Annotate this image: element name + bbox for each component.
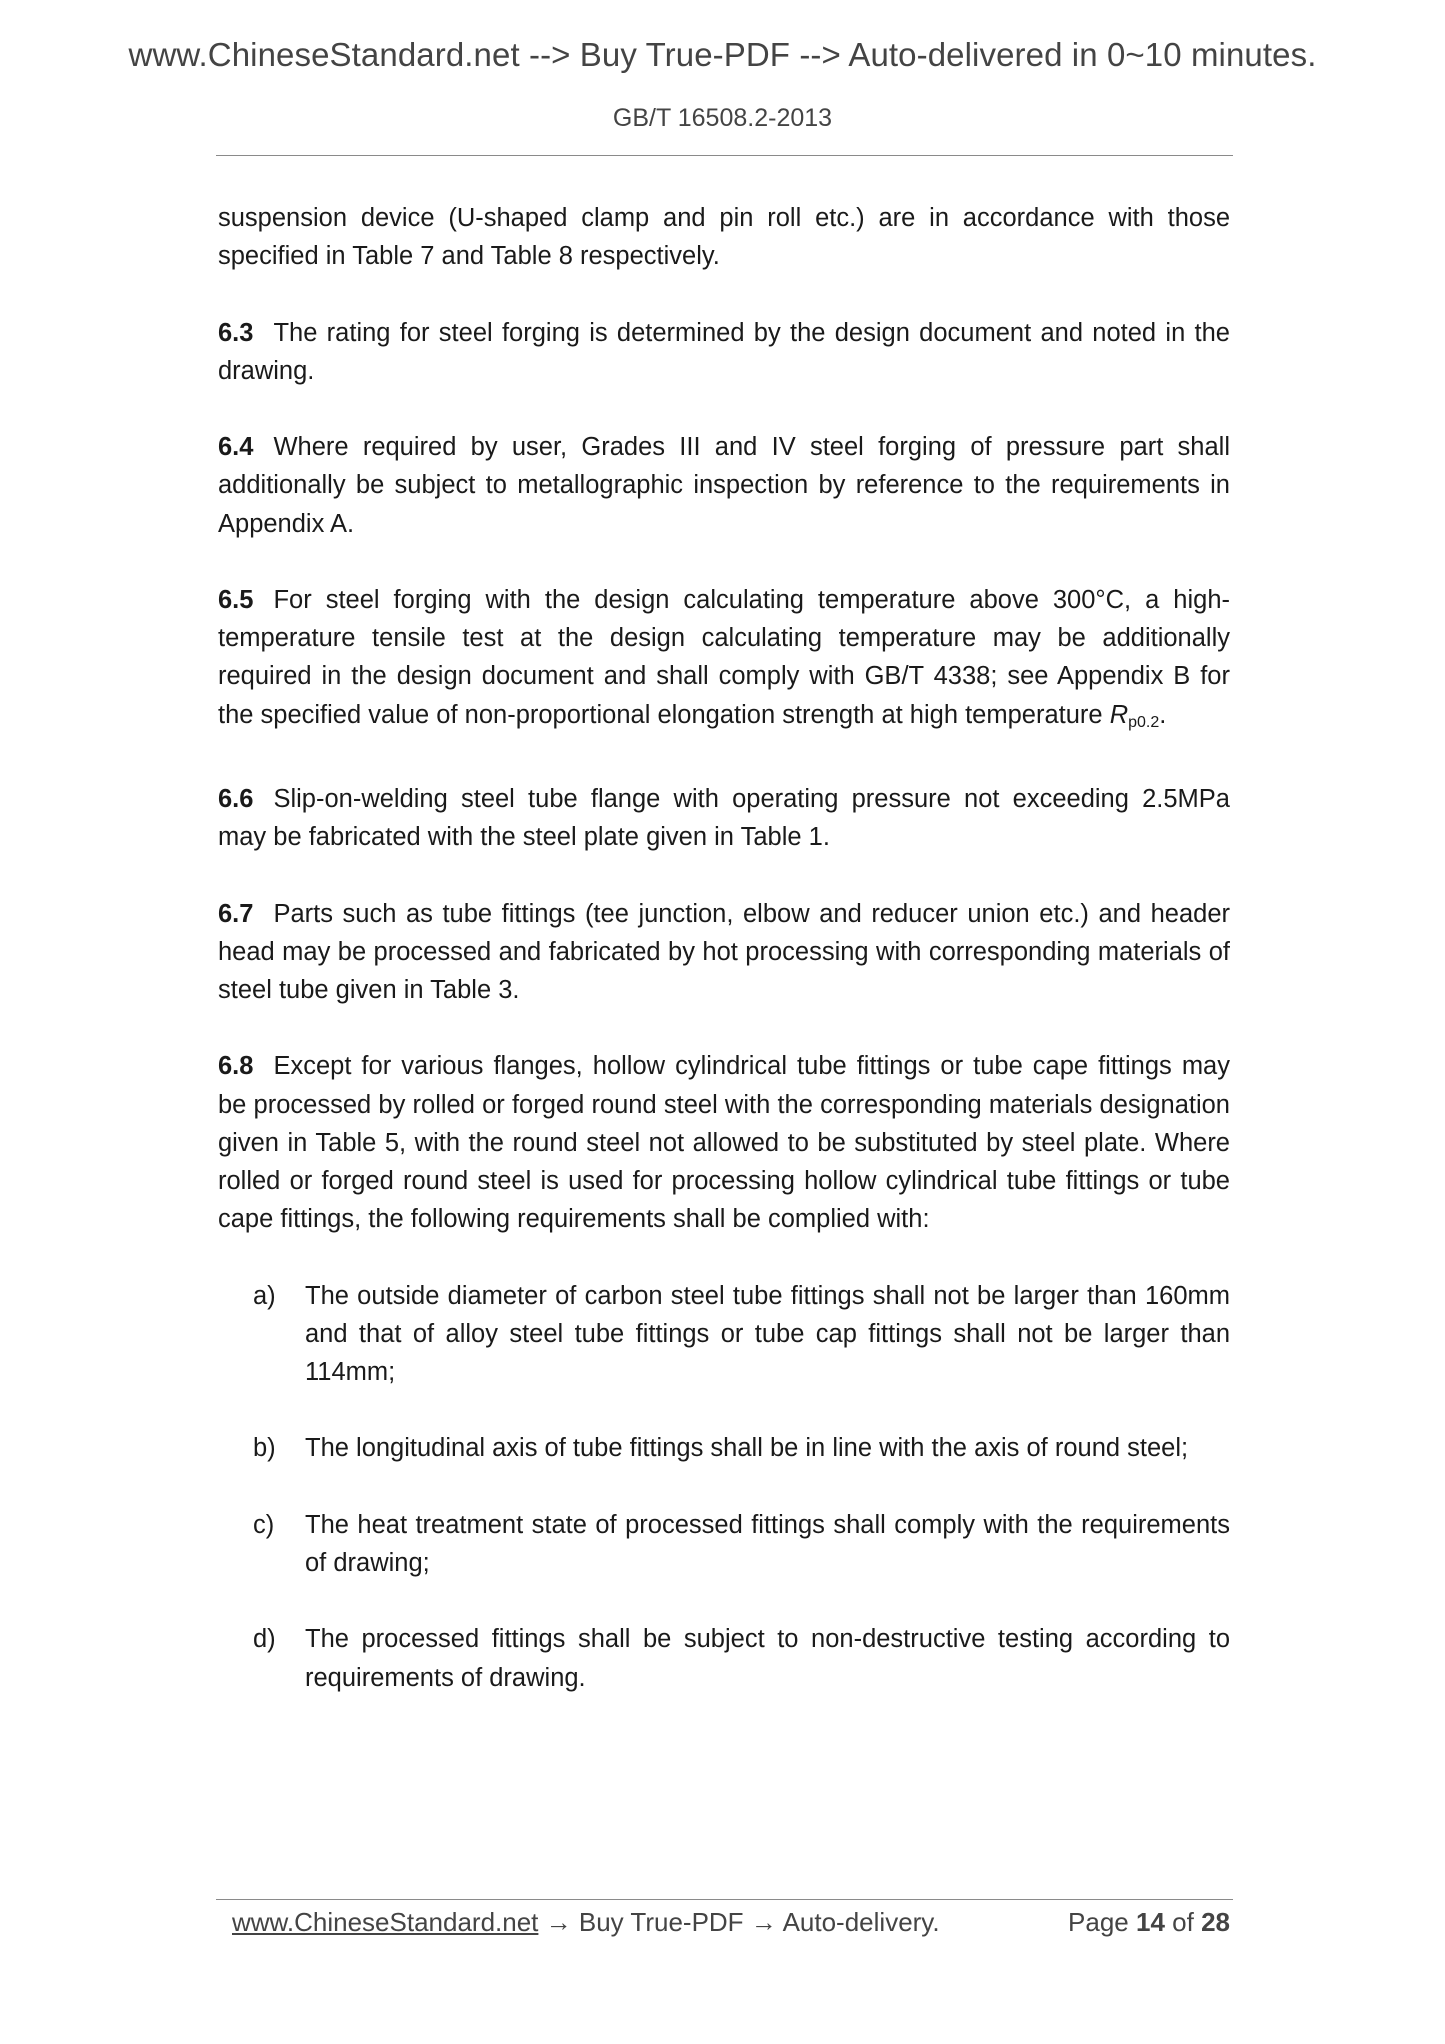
- clause-text: Where required by user, Grades III and IV steel forging of pressure part shall additionally be subject to metallographic inspection by reference to the requirements in Appendix A.: [218, 433, 1230, 538]
- page-total: 28: [1201, 1907, 1230, 1937]
- list-item-label: a): [253, 1281, 276, 1310]
- standard-code: GB/T 16508.2-2013: [612, 104, 833, 132]
- list-item-text: The outside diameter of carbon steel tube fittings shall not be larger than 160mm and that of alloy steel tube fittings or tube cap fittings shall not be larger than 114mm;: [305, 1281, 1230, 1386]
- clause-text: Slip-on-welding steel tube flange with operating pressure not exceeding 2.5MPa may be fabricated with the steel plate given in Table 1.: [218, 784, 1230, 852]
- clause-6-6: [218, 780, 1230, 856]
- footer-promo-text: → Buy True-PDF → Auto-delivery.: [538, 1907, 940, 1937]
- clause-text: For steel forging with the design calculating temperature above 300°C, a high-temperature tensile test at the design calculating temperature may be additionally required in the design document and shall comply with GB/T 4338; see Appendix B for the specified value of non-proportional elongation strength at high temperature: [218, 585, 1230, 729]
- strength-subscript: p0.2: [1128, 713, 1160, 731]
- list-item: [218, 1277, 1230, 1392]
- list-item-text: The longitudinal axis of tube fittings shall be in line with the axis of round steel;: [305, 1434, 1189, 1463]
- clause-text: Parts such as tube fittings (tee junction, elbow and reducer union etc.) and header head may be processed and fabricated by hot processing with corresponding materials of steel tube given in Table 3.: [218, 899, 1230, 1004]
- page-word: Page: [1068, 1907, 1129, 1937]
- list-item-text: The heat treatment state of processed fittings shall comply with the requirements of drawing;: [305, 1510, 1230, 1577]
- clause-number: 6.6: [218, 784, 254, 813]
- clause-end: .: [1159, 700, 1167, 729]
- clause-6-7: [218, 895, 1230, 1010]
- header-divider: [216, 155, 1233, 156]
- strength-symbol: R: [1109, 700, 1129, 729]
- clause-number: 6.5: [218, 585, 254, 614]
- document-body: [218, 199, 1230, 1735]
- page-number: 14: [1136, 1907, 1165, 1937]
- list-item: [218, 1620, 1230, 1696]
- site-banner: www.ChineseStandard.net --> Buy True-PDF --> Auto-delivered in 0~10 minutes.: [128, 36, 1317, 73]
- list-item-label: d): [253, 1625, 276, 1654]
- page-footer: [232, 1902, 1230, 1942]
- of-word: of: [1172, 1907, 1194, 1937]
- clause-number: 6.8: [218, 1052, 254, 1081]
- list-item-text: The processed fittings shall be subject to non-destructive testing according to requirements of drawing.: [305, 1625, 1230, 1692]
- page-indicator: [1068, 1902, 1230, 1942]
- footer-promo: [232, 1902, 940, 1942]
- list-item: [218, 1429, 1230, 1467]
- list-item-label: c): [253, 1510, 275, 1539]
- list-item-label: b): [253, 1434, 276, 1463]
- footer-link[interactable]: www.ChineseStandard.net: [232, 1907, 539, 1937]
- clause-6-5: [218, 581, 1230, 742]
- intro-paragraph: suspension device (U-shaped clamp and pin roll etc.) are in accordance with those specified in Table 7 and Table 8 respectively.: [218, 204, 1230, 271]
- clause-text: The rating for steel forging is determined by the design document and noted in the drawing.: [218, 318, 1230, 385]
- clause-number: 6.7: [218, 899, 254, 928]
- clause-6-4: [218, 428, 1230, 543]
- footer-divider: [216, 1899, 1233, 1900]
- clause-6-3: [218, 314, 1230, 390]
- clause-number: 6.4: [218, 433, 254, 462]
- clause-number: 6.3: [218, 318, 254, 347]
- clause-6-8: [218, 1047, 1230, 1238]
- clause-text: Except for various flanges, hollow cylindrical tube fittings or tube cape fittings may be processed by rolled or forged round steel with the corresponding materials designation given in Table 5, with the round steel not allowed to be substituted by steel plate. Where rolled or forged round steel is used for processing hollow cylindrical tube fittings or tube cape fittings, the following requirements shall be complied with:: [218, 1052, 1230, 1234]
- list-item: [218, 1506, 1230, 1582]
